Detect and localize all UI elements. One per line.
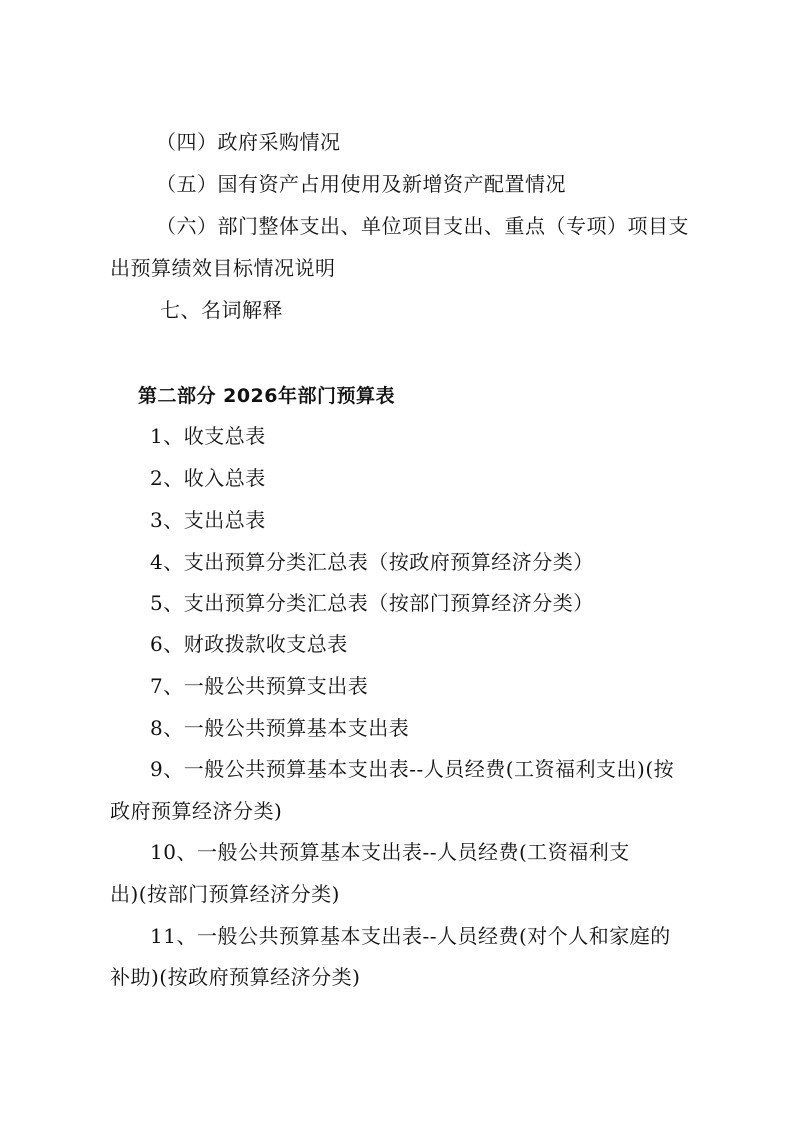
toc-table-11-cont: 补助)(按政府预算经济分类) [110,965,361,989]
toc-table-1: 1、收支总表 [150,424,266,448]
toc-table-6: 6、财政拨款收支总表 [150,632,348,656]
toc-table-5: 5、支出预算分类汇总表（按部门预算经济分类） [150,591,594,615]
toc-table-7: 7、一般公共预算支出表 [150,674,369,698]
toc-table-4: 4、支出预算分类汇总表（按政府预算经济分类） [150,550,594,574]
toc-table-11: 11、一般公共预算基本支出表--人员经费(对个人和家庭的 [150,924,671,948]
toc-table-9-cont: 政府预算经济分类) [110,799,283,823]
toc-item-performance-targets: （六）部门整体支出、单位项目支出、重点（专项）项目支 [156,214,689,238]
toc-item-government-procurement: （四）政府采购情况 [156,130,341,154]
toc-item-glossary: 七、名词解释 [160,298,283,322]
toc-table-3: 3、支出总表 [150,508,266,532]
part2-heading: 第二部分 2026年部门预算表 [138,385,395,407]
toc-table-8: 8、一般公共预算基本支出表 [150,716,410,740]
toc-item-state-assets: （五）国有资产占用使用及新增资产配置情况 [156,172,566,196]
toc-table-2: 2、收入总表 [150,466,266,490]
toc-table-10-cont: 出)(按部门预算经济分类) [110,882,340,906]
toc-item-performance-targets-cont: 出预算绩效目标情况说明 [110,256,336,280]
toc-table-9: 9、一般公共预算基本支出表--人员经费(工资福利支出)(按 [150,757,675,781]
toc-table-10: 10、一般公共预算基本支出表--人员经费(工资福利支 [150,840,630,864]
